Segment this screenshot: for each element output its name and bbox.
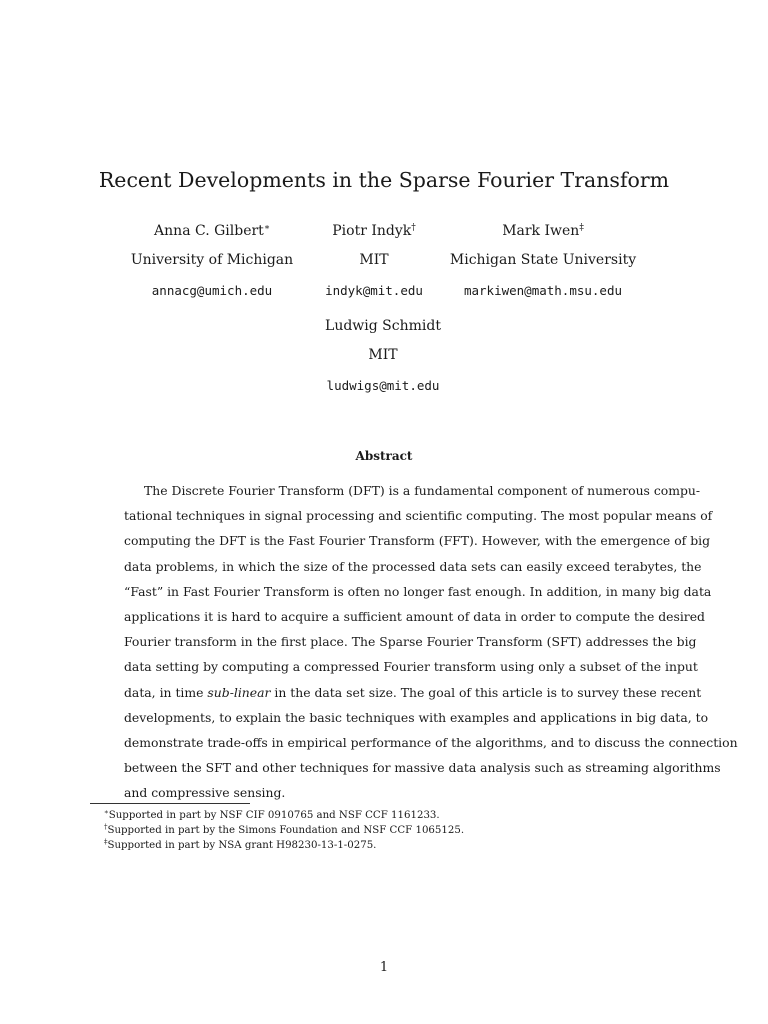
author-name: Piotr Indyk† [332, 223, 416, 239]
abstract-line: computing the DFT is the Fast Fourier Transform (FFT). However, with the emergence of big [124, 533, 711, 549]
abstract-line: and compressive sensing. [124, 785, 286, 801]
author-footnote-mark: ‡ [579, 223, 584, 233]
footnote-mark: † [104, 823, 108, 831]
author-name: Ludwig Schmidt [325, 318, 441, 334]
author-footnote-mark: † [411, 223, 416, 233]
footnote-mark: ∗ [104, 808, 109, 816]
abstract-line: applications it is hard to acquire a sufficient amount of data in order to compute the desired [124, 608, 705, 624]
footnote-mark: ‡ [104, 838, 108, 846]
author-footnote-mark: ∗ [263, 223, 270, 233]
abstract-line: developments, to explain the basic techniques with examples and applications in big data, to [124, 709, 709, 725]
abstract-line: Fourier transform in the first place. The Sparse Fourier Transform (SFT) addresses the big [124, 634, 697, 650]
abstract-line: data problems, in which the size of the processed data sets can easily exceed terabytes, the [124, 558, 702, 574]
abstract-line: between the SFT and other techniques for massive data analysis such as streaming algorithms [124, 760, 721, 776]
footnote [104, 808, 464, 823]
abstract-line: data, in time sub-linear in the data set size. The goal of this article is to survey these recent [124, 684, 702, 700]
footnote [104, 838, 464, 853]
abstract-line: The Discrete Fourier Transform (DFT) is a fundamental component of numerous compu- [144, 483, 701, 498]
abstract-line: tational techniques in signal processing and scientific computing. The most popular means of [124, 508, 713, 524]
page-number: 1 [379, 960, 389, 975]
footnotes [104, 808, 464, 853]
author-affiliation: MIT [359, 252, 389, 268]
author-email: annacg@umich.edu [151, 283, 273, 298]
author-email: ludwigs@mit.edu [326, 378, 440, 393]
abstract-body [124, 478, 738, 805]
abstract-line: data setting by computing a compressed Fourier transform using only a subset of the input [124, 659, 698, 675]
author-affiliation: University of Michigan [130, 252, 294, 268]
author-block-iwen [433, 221, 653, 311]
abstract-line: demonstrate trade-offs in empirical performance of the algorithms, and to discuss the connection [124, 734, 738, 750]
footnote [104, 823, 464, 838]
paper-title: Recent Developments in the Sparse Fourier Transform [98, 168, 670, 192]
abstract-line: “Fast” in Fast Fourier Transform is often no longer fast enough. In addition, in many big data [124, 583, 712, 599]
author-email: indyk@mit.edu [325, 283, 423, 298]
footnote-text: Supported in part by NSF CIF 0910765 and NSF CCF 1161233. [108, 810, 440, 821]
author-affiliation: Michigan State University [449, 252, 637, 268]
author-block-schmidt [273, 316, 493, 406]
footnote-text: Supported in part by NSA grant H98230-13-1-0275. [107, 840, 377, 851]
author-name: Mark Iwen‡ [502, 223, 584, 239]
footnote-rule [90, 803, 250, 804]
author-email: markiwen@math.msu.edu [463, 283, 623, 298]
footnote-text: Supported in part by the Simons Foundation and NSF CCF 1065125. [107, 825, 465, 836]
abstract-heading: Abstract [355, 449, 413, 463]
author-name: Anna C. Gilbert∗ [154, 223, 270, 239]
author-affiliation: MIT [368, 347, 398, 363]
